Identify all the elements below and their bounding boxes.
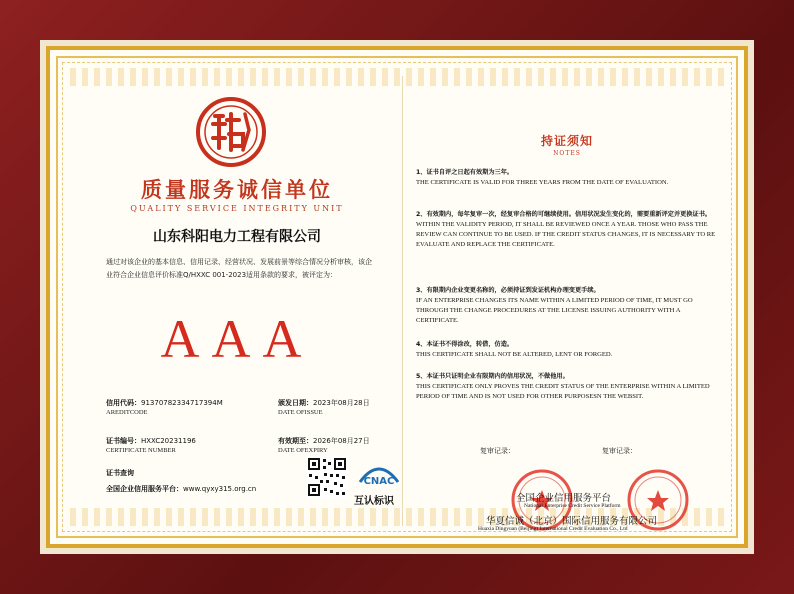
red-official-seal-icon bbox=[626, 468, 690, 532]
cert-number-value: HXXC20231196 bbox=[141, 437, 196, 445]
bottom-border-pattern bbox=[70, 508, 724, 526]
credit-code-field bbox=[106, 398, 223, 408]
agency-name-chinese: 全国企业信用服务平台 bbox=[516, 493, 612, 504]
notes-title-english: NOTES bbox=[553, 150, 581, 157]
title-english: QUALITY SERVICE INTEGRITY UNIT bbox=[130, 204, 344, 213]
notes-item: 2、有效期内，每年复审一次，经复审合格的可继续使用。信用状况发生变化的，需要重新评定并更换证书。 WITHIN THE VALIDITY PERIOD, IT SHALL BE REVIEWED ONCE A YEAR. THOSE WHO PASS THE REVIEW CAN CONTINUE TO BE USED. IF THE CREDIT STATUS CHANGES, IT IS NECESSARY TO RE EVALUATE AND REPLACE THE CERTIFICATE. bbox=[416, 211, 716, 248]
svg-text:CNAC: CNAC bbox=[363, 476, 395, 487]
issue-date-label: 颁发日期： bbox=[278, 399, 313, 407]
platform-label: 全国企业信用服务平台： bbox=[106, 485, 183, 493]
credit-code-label: 信用代码： bbox=[106, 399, 141, 407]
qr-code-icon bbox=[306, 456, 348, 498]
center-divider bbox=[402, 76, 403, 526]
review-record-2: 复审记录： bbox=[602, 447, 637, 455]
cert-number-sub: CERTIFICATE NUMBER bbox=[106, 447, 176, 454]
company-name: 山东科阳电力工程有限公司 bbox=[153, 229, 321, 245]
issue-date-value: 2023年08月28日 bbox=[313, 399, 370, 407]
issue-date-sub: DATE OFISSUE bbox=[278, 409, 323, 416]
expiry-date-sub: DATE OFEXPIRY bbox=[278, 447, 328, 454]
cert-number-label: 证书编号： bbox=[106, 437, 141, 445]
certificate bbox=[46, 46, 748, 548]
issuer-name-english: Huaxia Dingyuan (Beijing) International Credit Evaluation Co., Ltd bbox=[478, 526, 628, 532]
evaluation-description: 通过对该企业的基本信息、信用记录、经营状况、发展前景等综合情况分析审核，该企业符合企业信息评价标准Q/HXXC 001-2023适用条款的要求，被评定为： bbox=[106, 258, 372, 279]
platform-query-row bbox=[106, 484, 256, 494]
issuer-name-chinese: 华夏信诚（北京）国际信用服务有限公司 bbox=[486, 516, 658, 527]
expiry-date-value: 2026年08月27日 bbox=[313, 437, 370, 445]
right-panel bbox=[408, 76, 726, 532]
platform-url: www.qyxy315.org.cn bbox=[183, 485, 257, 493]
notes-item: 1、证书自评之日起有效期为三年。 THE CERTIFICATE IS VALID FOR THREE YEARS FROM THE DATE OF EVALUATION. bbox=[416, 169, 669, 186]
cert-number-field bbox=[106, 436, 196, 446]
cnac-icon bbox=[356, 460, 402, 490]
expiry-date-field bbox=[278, 436, 370, 446]
notes-item: 3、有限期内企业变更名称的，必须持证到发证机构办理变更手续。 IF AN ENTERPRISE CHANGES ITS NAME WITHIN A LIMITED PERIOD OF TIME, IT MUST GO THROUGH THE CHANGE PROCEDURES AT THE LICENSE ISSUING AUTHORITY WITH A CERTIFICATE. bbox=[416, 287, 693, 324]
cert-query-label: 证书查询 bbox=[106, 469, 134, 477]
notes-item: 5、本证书只证明企业有限期内的信用状况，不做他用。 THIS CERTIFICATE ONLY PROVES THE CREDIT STATUS OF THE ENTERPRISE WITHIN A LIMITED PERIOD OF TIME AND IS NOT USED FOR OTHER PURPOSESN THE WEBSIT. bbox=[416, 373, 710, 400]
red-official-seal-icon bbox=[510, 468, 574, 532]
credit-code-value: 91370782334717394M bbox=[141, 399, 223, 407]
expiry-date-label: 有效期至： bbox=[278, 437, 313, 445]
credit-code-sub: AREDITCODE bbox=[106, 409, 148, 416]
credit-grade: AAA bbox=[160, 309, 314, 369]
notes-item: 4、本证书不得涂改，转借，仿造。 THIS CERTIFICATE SHALL NOT BE ALTERED, LENT OR FORGED. bbox=[416, 341, 613, 358]
review-record-1: 复审记录： bbox=[480, 447, 515, 455]
agency-name-english: National Enterprise Credit Service Platform bbox=[524, 503, 621, 509]
left-panel bbox=[78, 76, 396, 526]
notes-title-chinese: 持证须知 bbox=[540, 134, 593, 148]
top-border-pattern bbox=[70, 68, 724, 86]
issue-date-field bbox=[278, 398, 370, 408]
mutual-recognition-label: 互认标识 bbox=[354, 496, 394, 507]
integrity-seal-logo-icon bbox=[193, 94, 269, 170]
title-chinese: 质量服务诚信单位 bbox=[141, 178, 333, 202]
